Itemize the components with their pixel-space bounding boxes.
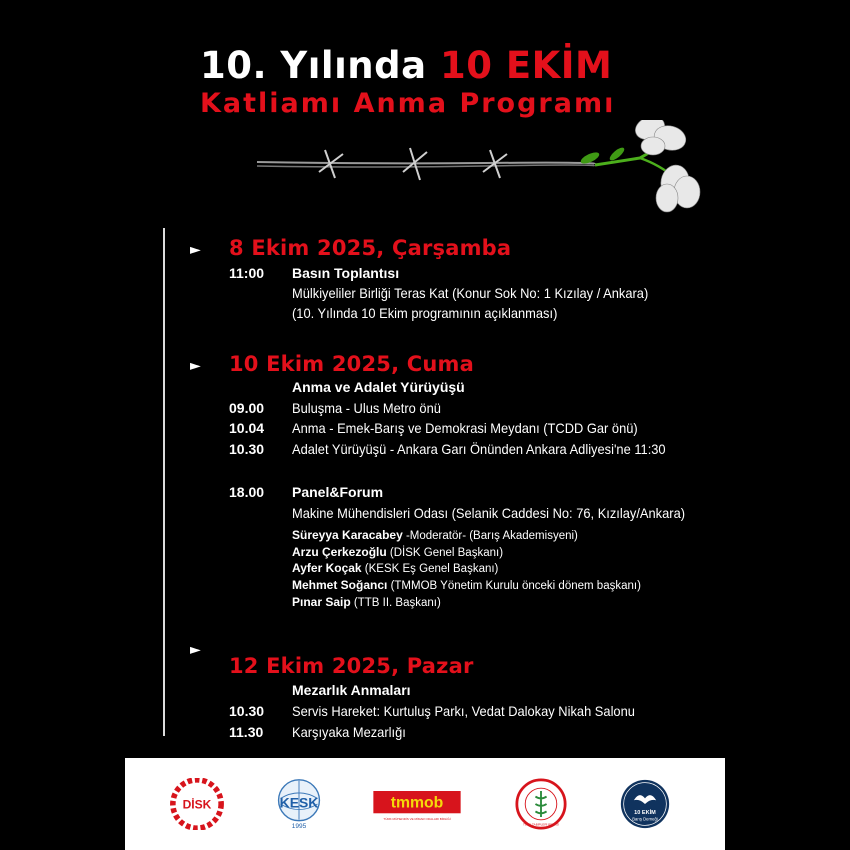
title-part1: 10. Yılında: [200, 44, 427, 87]
event-time: 11:00: [229, 265, 265, 281]
ttb-logo-text: TÜRK TABİPLERİ BİRLİĞİ: [522, 822, 560, 827]
speaker: [292, 595, 441, 609]
speaker: [292, 561, 498, 575]
peace-logo-line1: 10 EKİM: [634, 810, 656, 817]
speaker-name: Arzu Çerkezoğlu: [292, 545, 387, 559]
event-title: Mezarlık Anmaları: [292, 682, 411, 698]
event-text: Adalet Yürüyüşü - Ankara Garı Önünden Ankara Adliyesi'ne 11:30: [292, 441, 666, 457]
event-title: Anma ve Adalet Yürüyüşü: [292, 379, 465, 395]
speaker-role: -Moderatör- (Barış Akademisyeni): [405, 530, 578, 542]
timeline-line: [163, 228, 165, 736]
barbed-wire-flower-icon: [255, 120, 715, 220]
event-time: 11.30: [229, 724, 264, 740]
kesk-logo-year: 1995: [291, 823, 307, 830]
speaker: [292, 545, 503, 559]
sponsor-logos: [125, 758, 725, 850]
event-text: Buluşma - Ulus Metro önü: [292, 400, 441, 416]
peace-logo-line2: Barış Derneği: [632, 816, 658, 822]
speaker-role: (TTB II. Başkanı): [353, 597, 441, 609]
speaker-name: Ayfer Koçak: [292, 561, 362, 575]
speaker-name: Pınar Saip: [292, 595, 351, 609]
disk-logo-text: DİSK: [182, 797, 212, 812]
event-location: Mülkiyeliler Birliği Teras Kat (Konur Sok No: 1 Kızılay / Ankara): [292, 285, 649, 301]
speaker-role: (TMMOB Yönetim Kurulu önceki dönem başkanı): [390, 580, 641, 592]
speaker: [292, 578, 641, 592]
speaker-role: (KESK Eş Genel Başkanı): [364, 563, 499, 575]
event-time: 10.30: [229, 703, 265, 719]
event-title: Basın Toplantısı: [292, 265, 400, 281]
event-time: 10.04: [229, 420, 265, 436]
tmmob-logo-icon: [368, 778, 466, 830]
ttb-logo-icon: [513, 778, 569, 830]
event-note: (10. Yılında 10 Ekim programının açıklanması): [292, 305, 558, 321]
event-title: Panel&Forum: [292, 484, 384, 500]
arrow-icon: ►: [190, 358, 201, 374]
tmmob-logo-subtitle: TÜRK MÜHENDİS VE MİMAR ODALARI BİRLİĞİ: [383, 816, 451, 821]
title-part2: 10 EKİM: [439, 44, 613, 87]
day-heading: 10 Ekim 2025, Cuma: [229, 352, 474, 376]
event-text: Servis Hareket: Kurtuluş Parkı, Vedat Dalokay Nikah Salonu: [292, 703, 635, 719]
kesk-logo-icon: [268, 778, 330, 830]
event-time: 10.30: [229, 441, 265, 457]
disk-logo-icon: [169, 778, 225, 830]
tmmob-logo-text: tmmob: [390, 794, 444, 812]
day-heading: 12 Ekim 2025, Pazar: [229, 654, 474, 678]
poster-title: [200, 44, 612, 87]
arrow-icon: ►: [190, 642, 201, 658]
event-text: Karşıyaka Mezarlığı: [292, 724, 406, 740]
event-time: 18.00: [229, 484, 265, 500]
event-time: 09.00: [229, 400, 265, 416]
event-text: Anma - Emek-Barış ve Demokrasi Meydanı (TCDD Gar önü): [292, 420, 638, 436]
arrow-icon: ►: [190, 242, 201, 258]
speaker-role: (DİSK Genel Başkanı): [389, 547, 504, 559]
day-heading: 8 Ekim 2025, Çarşamba: [229, 236, 512, 260]
poster-subtitle: Katliamı Anma Programı: [200, 88, 616, 119]
speaker-name: Mehmet Soğancı: [292, 578, 388, 592]
kesk-logo-text: KESK: [279, 794, 319, 811]
peace-association-logo-icon: [617, 778, 673, 830]
speaker: [292, 528, 578, 542]
speaker-name: Süreyya Karacabey: [292, 528, 403, 542]
event-location: Makine Mühendisleri Odası (Selanik Caddesi No: 76, Kızılay/Ankara): [292, 505, 686, 521]
